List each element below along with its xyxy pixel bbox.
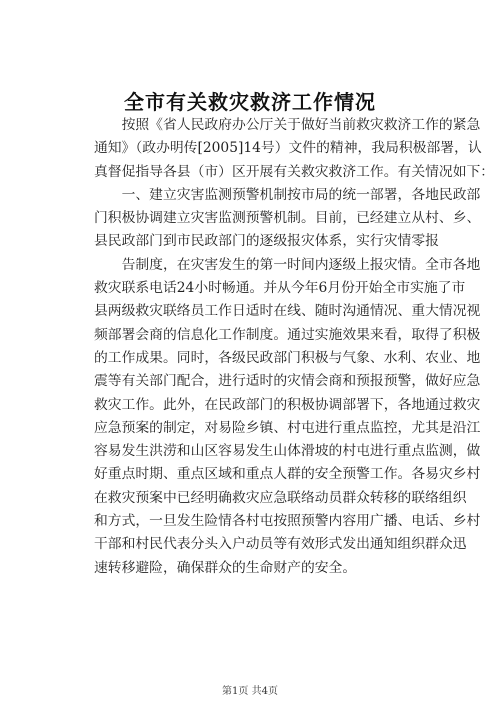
- body-line: 的工作成果。同时，各级民政部门积极与气象、水利、农业、地: [94, 349, 481, 366]
- document-title: 全市有关救灾救济工作情况: [124, 90, 376, 114]
- body-line: 和方式，一旦发生险情各村屯按照预警内容用广播、电话、乡村: [94, 513, 481, 530]
- body-line: 救灾联系电话24小时畅通。并从今年6月份开始全市实施了市: [94, 280, 466, 297]
- body-line: 救灾工作。此外，在民政部门的积极协调部署下，各地通过救灾: [94, 396, 481, 413]
- body-line: 震等有关部门配合，进行适时的灾情会商和预报预警，做好应急: [94, 373, 481, 390]
- body-line: 速转移避险，确保群众的生命财产的安全。: [94, 559, 357, 576]
- body-line: 按照《省人民政府办公厅关于做好当前救灾救济工作的紧急: [94, 117, 481, 133]
- body-line: 县两级救灾联络员工作日适时在线、随时沟通情况、重大情况视: [94, 303, 481, 320]
- body-line: 一、建立灾害监测预警机制按市局的统一部署，各地民政部: [94, 186, 481, 203]
- document-body: [94, 114, 495, 580]
- body-line: 通知》（政办明传[2005]14号）文件的精神，我局积极部署，认: [94, 140, 482, 157]
- body-line: 县民政部门到市民政部门的逐级报灾体系，实行灾情零报: [94, 233, 439, 250]
- body-line: 门积极协调建立灾害监测预警机制。目前，已经建立从村、乡、: [94, 210, 481, 227]
- body-line: 应急预案的制定，对易险乡镇、村屯进行重点监控，尤其是沿江: [94, 419, 481, 436]
- body-line: 在救灾预案中已经明确救灾应急联络动员群众转移的联络组织: [94, 489, 467, 506]
- body-line: 干部和村民代表分头入户动员等有效形式发出通知组织群众迅: [94, 536, 467, 553]
- body-line: 好重点时期、重点区域和重点人群的安全预警工作。各易灾乡村: [94, 466, 481, 483]
- body-line: 频部署会商的信息化工作制度。通过实施效果来看，取得了积极: [94, 326, 481, 343]
- body-line: 容易发生洪涝和山区容易发生山体滑坡的村屯进行重点监测，做: [94, 443, 481, 460]
- page-footer: 第1页 共4页: [222, 686, 278, 697]
- body-line: 真督促指导各县（市）区开展有关救灾救济工作。有关情况如下：: [94, 163, 495, 180]
- body-line: 告制度，在灾害发生的第一时间内逐级上报灾情。全市各地: [94, 256, 481, 273]
